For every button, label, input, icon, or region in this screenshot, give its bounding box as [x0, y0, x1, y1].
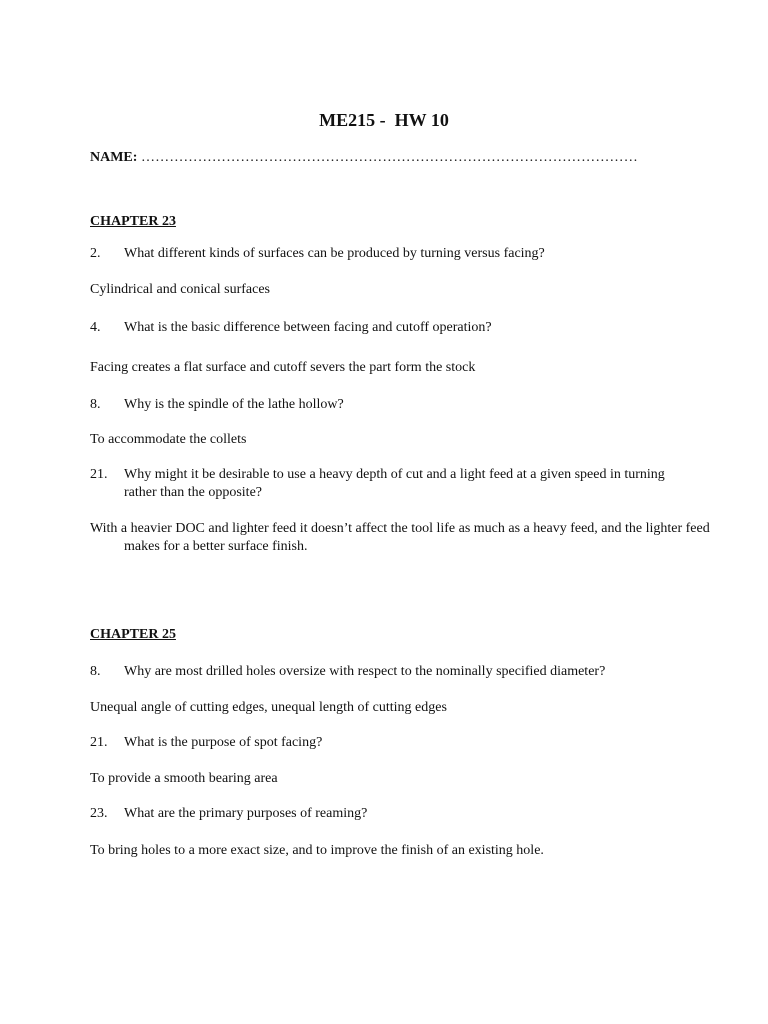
question-text: What is the purpose of spot facing? [124, 735, 323, 750]
question-item [90, 805, 680, 823]
chapter-25-heading: CHAPTER 25 [90, 627, 176, 642]
document-title: ME215 - HW 10 [319, 110, 449, 130]
question-item [90, 396, 680, 414]
question-number: 21. [90, 467, 108, 482]
answer-text: Unequal angle of cutting edges, unequal length of cutting edges [90, 700, 447, 715]
question-text: What is the basic difference between facing and cutoff operation? [124, 320, 492, 335]
question-number: 8. [90, 664, 101, 679]
question-text: Why might it be desirable to use a heavy depth of cut and a light feed at a given speed in turning rather than the opposite? [124, 467, 665, 500]
answer-text: To bring holes to a more exact size, and to improve the finish of an existing hole. [90, 843, 544, 858]
question-text: Why is the spindle of the lathe hollow? [124, 397, 344, 412]
answer-text: With a heavier DOC and lighter feed it doesn’t affect the tool life as much as a heavy feed, and the lighter feed makes for a better surface finish. [90, 521, 710, 554]
answer-text: To provide a smooth bearing area [90, 771, 278, 786]
question-item [90, 663, 680, 681]
question-text: What are the primary purposes of reaming? [124, 806, 368, 821]
question-number: 8. [90, 397, 101, 412]
question-text: Why are most drilled holes oversize with respect to the nominally specified diameter? [124, 664, 606, 679]
answer-text: Facing creates a flat surface and cutoff severs the part form the stock [90, 360, 476, 375]
question-item [90, 466, 680, 502]
question-text: What different kinds of surfaces can be produced by turning versus facing? [124, 246, 545, 261]
name-row [90, 150, 638, 166]
question-number: 4. [90, 320, 101, 335]
question-item [90, 734, 680, 752]
question-number: 2. [90, 246, 101, 261]
question-number: 23. [90, 806, 108, 821]
question-number: 21. [90, 735, 108, 750]
chapter-23-heading: CHAPTER 23 [90, 214, 176, 229]
name-label: NAME: [90, 150, 138, 165]
question-item [90, 245, 680, 263]
answer-text: Cylindrical and conical surfaces [90, 282, 270, 297]
name-fill-line: …………………………………………………………………………………………… [140, 150, 638, 165]
answer-text: To accommodate the collets [90, 432, 247, 447]
question-item [90, 319, 680, 337]
